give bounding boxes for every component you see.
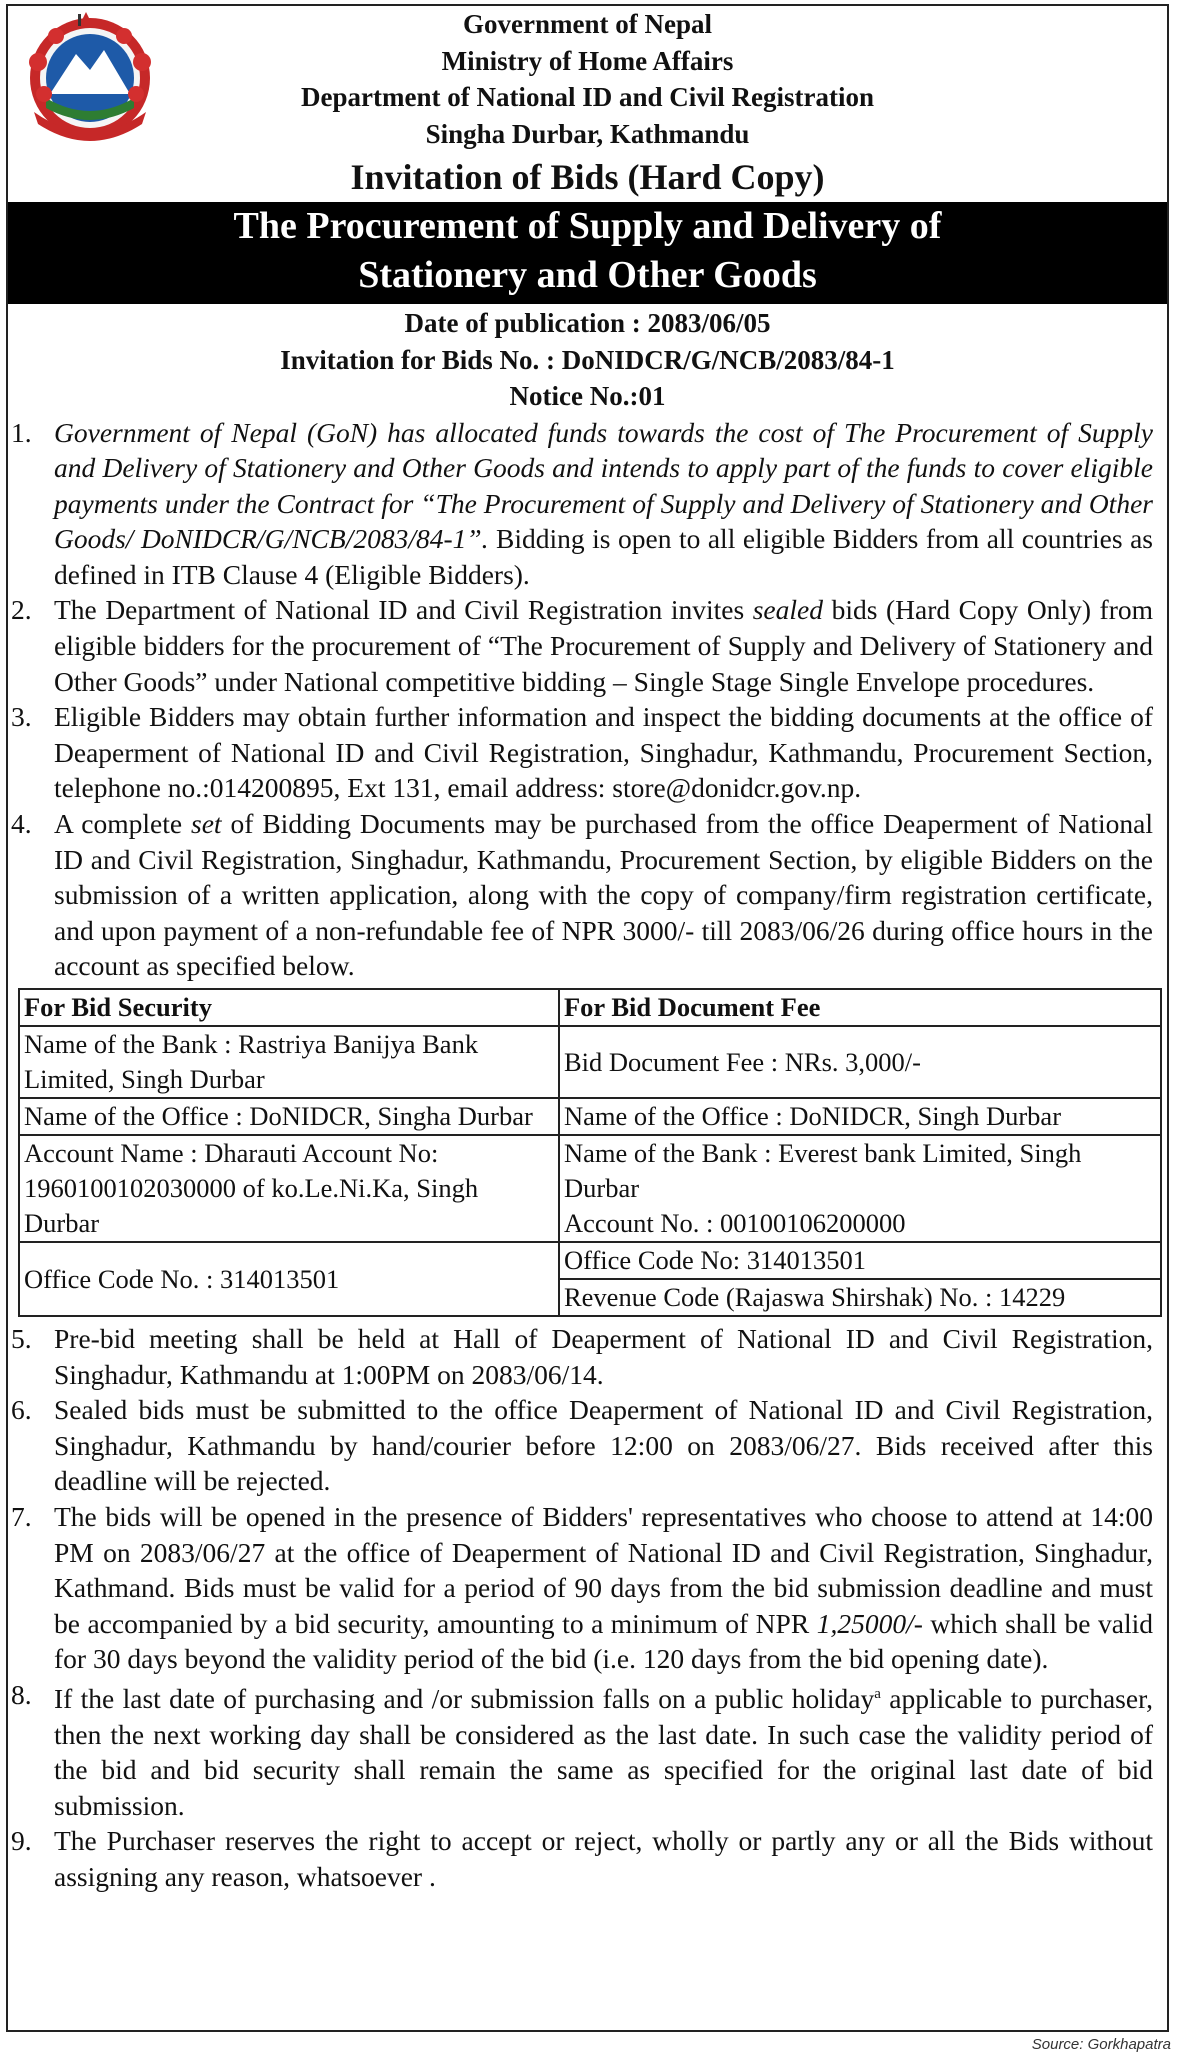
clause-8: [8, 1677, 1153, 1824]
clause-text: bids (Hard Copy Only) from eligible bidders for the procurement of “The Procurement of Supply and Delivery of Stationery and Other Goods” under National competitive bidding – Single Stage Single Envelope procedures.: [54, 594, 1153, 697]
clause-text: which shall be valid for 30 days beyond the validity period of the bid (i.e. 120 days from the bid opening date).: [54, 1607, 1153, 1675]
table-cell: Office Code No. : 314013501: [19, 1242, 559, 1316]
department-line: Department of National ID and Civil Registration: [301, 82, 874, 112]
clause-number: 3.: [11, 701, 32, 733]
clause-italic: sealed: [752, 594, 823, 626]
clause-3: [8, 699, 1153, 806]
clause-number: 1.: [11, 416, 32, 448]
clause-number: 2.: [11, 594, 32, 626]
table-cell: [559, 1242, 1161, 1316]
nepal-emblem-icon: [16, 12, 164, 152]
bid-security-header: For Bid Security: [19, 989, 559, 1026]
clause-7: [8, 1499, 1153, 1677]
clause-4: [8, 806, 1153, 984]
table-row: [19, 1242, 1161, 1316]
ifb-number: Invitation for Bids No. : DoNIDCR/G/NCB/2083/84-1: [280, 344, 895, 375]
bank-details-table: [18, 988, 1162, 1317]
clause-number: 4.: [11, 808, 32, 840]
clause-text: Bidding is open to all eligible Bidders from all countries as defined in ITB Clause 4 (Eligible Bidders).: [54, 523, 1153, 590]
bid-fee-header: For Bid Document Fee: [559, 989, 1161, 1026]
clause-text: The Department of National ID and Civil Registration invites: [54, 594, 753, 626]
clause-text: If the last date of purchasing and /or submission falls on a public holiday: [54, 1683, 875, 1715]
table-cell: Name of the Office : DoNIDCR, Singh Durbar: [559, 1098, 1161, 1135]
revenue-code: Revenue Code (Rajaswa Shirshak) No. : 14229: [564, 1282, 1066, 1312]
clause-number: 7.: [11, 1500, 32, 1532]
banner: [8, 202, 1167, 304]
clause-text: The Purchaser reserves the right to accept or reject, wholly or partly any or all the Bids without assigning any reason, whatsoever .: [54, 1825, 1153, 1893]
table-cell: [559, 1135, 1161, 1242]
clause-text: Sealed bids must be submitted to the office Deaperment of National ID and Civil Registration, Singhadur, Kathmandu by hand/courier before 12:00 on 2083/06/27. Bids received after this deadline will be rejected.: [54, 1394, 1153, 1497]
clause-text: A complete: [54, 808, 191, 840]
header: [8, 6, 1167, 202]
gov-line: Government of Nepal: [463, 9, 712, 39]
clause-italic: Government of Nepal (GoN) has allocated funds towards the cost of The Procurement of Supply and Delivery of Stationery and Other Goods and intends to apply part of the funds to cover eligible payments under the Contract for “The Procurement of Supply and Delivery of Stationery and Other Goods/ DoNIDCR/G/NCB/2083/84-1”.: [54, 416, 1153, 555]
clauses-bottom: [8, 1321, 1167, 1895]
table-row: [19, 1135, 1161, 1242]
notice-page: [6, 4, 1169, 2032]
table-row: [19, 1098, 1161, 1135]
clause-text: Pre-bid meeting shall be held at Hall of Deaperment of National ID and Civil Registration, Singhadur, Kathmandu at 1:00PM on 2083/06/14.: [54, 1323, 1153, 1390]
source-credit: Source: Gorkhapatra: [1031, 2036, 1171, 2053]
clause-number: 5.: [11, 1323, 32, 1354]
account-number: Account No. : 00100106200000: [564, 1208, 906, 1238]
clauses-top: [8, 415, 1167, 985]
clause-text: The bids will be opened in the presence of Bidders' representatives who choose to attend at 14:00 PM on 2083/06/27 at the office of Deaperment of National ID and Civil Registration, Singhadur, Kathmand. Bids must be valid for a period of 90 days from the bid submission deadline and must be accompanied by a bid security, amounting to a minimum of NPR: [54, 1500, 1153, 1639]
table-cell: Bid Document Fee : NRs. 3,000/-: [559, 1026, 1161, 1098]
clause-1: [8, 415, 1153, 593]
office-code: Office Code No: 314013501: [560, 1243, 1160, 1280]
clause-9: [8, 1823, 1153, 1894]
clause-5: [8, 1321, 1153, 1392]
table-row: [19, 1026, 1161, 1098]
clause-number: 6.: [11, 1394, 32, 1426]
banner-line-1: The Procurement of Supply and Delivery of: [233, 205, 942, 247]
banner-line-2: Stationery and Other Goods: [358, 254, 817, 296]
clause-number: 8.: [11, 1678, 32, 1710]
table-cell: Name of the Bank : Rastriya Banijya Bank Limited, Singh Durbar: [19, 1026, 559, 1098]
clause-text: of Bidding Documents may be purchased from the office Deaperment of National ID and Civil Registration, Singhadur, Kathmandu, Procurement Section, by eligible Bidders on the submission of a written application, along with the copy of company/firm registration certificate, and upon payment of a non-refundable fee of NPR 3000/- till 2083/06/26 during office hours in the account as specified below.: [54, 808, 1153, 982]
clause-number: 9.: [11, 1825, 32, 1857]
clause-italic: set: [191, 808, 222, 840]
table-header-row: [19, 989, 1161, 1026]
clause-2: [8, 592, 1153, 699]
clause-6: [8, 1392, 1153, 1499]
table-cell: Name of the Office : DoNIDCR, Singha Durbar: [19, 1098, 559, 1135]
publication-date: Date of publication : 2083/06/05: [404, 308, 771, 338]
clause-text: Eligible Bidders may obtain further information and inspect the bidding documents at the office of Deaperment of National ID and Civil Registration, Singhadur, Kathmandu, Procurement Section, telephone no.:014200895, Ext 131, email address: store@donidcr.gov.np.: [54, 701, 1153, 804]
table-cell: Account Name : Dharauti Account No: 1960100102030000 of ko.Le.Ni.Ka, Singh Durbar: [19, 1135, 559, 1242]
clause-italic: 1,25000/-: [816, 1607, 923, 1639]
ministry-line: Ministry of Home Affairs: [441, 45, 734, 76]
clause-text: applicable to purchaser, then the next working day shall be considered as the last date. In such case the validity period of the bid and bid security shall remain the same as specified for the original last date of bid submission.: [54, 1683, 1153, 1821]
bank-name: Name of the Bank : Everest bank Limited, Singh Durbar: [564, 1138, 1082, 1203]
footnote-marker: a: [874, 1685, 881, 1702]
notice-number: Notice No.:01: [509, 381, 666, 411]
page-title: Invitation of Bids (Hard Copy): [350, 157, 825, 197]
address-line: Singha Durbar, Kathmandu: [425, 118, 750, 149]
